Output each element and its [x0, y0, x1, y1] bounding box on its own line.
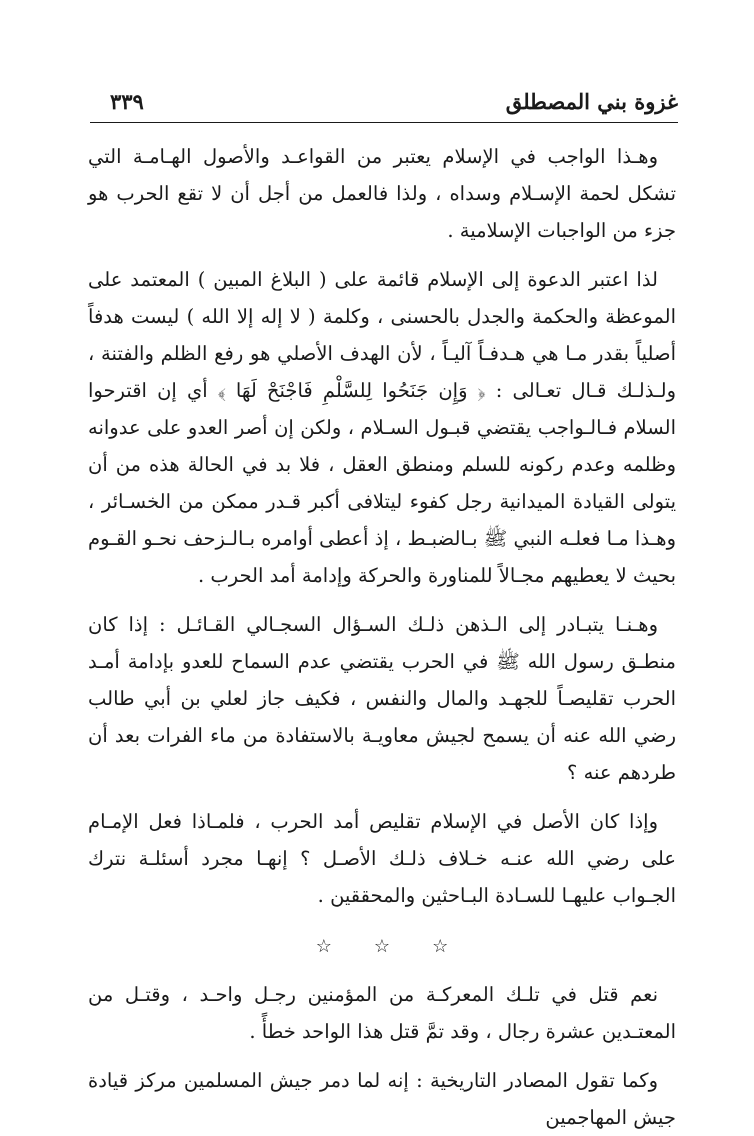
- page-body: [88, 138, 676, 1136]
- section-separator: [88, 932, 676, 962]
- paragraph: نعم قتل في تلـك المعركـة من المؤمنين رجـل واحـد ، وقتـل من المعتـدين عشرة رجال ، وقد تمَّ قتل هذا الواحد خطأً .: [88, 983, 676, 1043]
- running-title: غزوة بني المصطلق: [505, 89, 678, 114]
- star-icon: ☆: [373, 936, 391, 957]
- star-icon: ☆: [315, 936, 332, 957]
- paragraph: وهـنـا يتبـادر إلى الـذهن ذلـك السـؤال السجـالي القـائـل : إذا كان منطـق رسول الله ﷺ في الحرب يقتضي عدم السماح للعدو بإدامة أمـد الحرب تقليصـاً للجهـد والمال والنفس ، فكيف جاز لعلي بن أبي طالب رضي الله عنه أن يسمح لجيش معاويـة بالاستفادة من ماء الفرات بعد أن طردهم عنه ؟: [88, 613, 676, 784]
- paragraph: وإذا كان الأصل في الإسلام تقليص أمد الحرب ، فلمـاذا فعل الإمـام على رضي الله عنـه خـلاف ذلـك الأصـل ؟ إنهـا مجرد أسئلـة نترك الجـواب عليهـا للسـادة البـاحثين والمحققين .: [88, 810, 676, 907]
- paragraph: لذا اعتبر الدعوة إلى الإسلام قائمة على ( البلاغ المبين ) المعتمد على الموعظة والحكمة والجدل بالحسنى ، وكلمة ( لا إله إلا الله ) ليست هدفاً أصلياً بقدر مـا هي هـدفـاً آليـاً ، لأن الهدف الأصلي هو رفع الظلم والفتنة ، ولـذلـك قـال تعـالى : ﴿ وَإِن جَنَحُوا لِلسَّلْمِ فَاجْنَحْ لَهَا ﴾ أي إن اقترحوا السلام فـالـواجب يقتضي قبـول السـلام ، ولكن إن أصر العدو على عدوانه وظلمه وعدم ركونه للسلم ومنطق العقل ، فلا بد في الحالة هذه من أن يتولى القيادة الميدانية رجل كفوء ليتلافى أكبر قـدر ممكن من الخسـائر ، وهـذا مـا فعلـه النبي ﷺ بـالضبـط ، إذ أعطى أوامره بـالـزحف نحـو القـوم بحيث لا يعطيهم مجـالاً للمناورة والحركة وإدامة أمد الحرب .: [88, 268, 676, 587]
- header-rule: [90, 122, 678, 123]
- star-icon: ☆: [432, 936, 449, 957]
- paragraph: وهـذا الواجب في الإسلام يعتبر من القواعـد والأصول الهـامـة التي تشكل لحمة الإسـلام وسداه ، ولذا فالعمل من أجل أن لا تقع الحرب هو جزء من الواجبات الإسلامية .: [88, 145, 676, 242]
- paragraph: وكما تقول المصادر التاريخية : إنه لما دمر جيش المسلمين مركز قيادة جيش المهاجمين: [88, 1069, 676, 1129]
- page-header: [90, 84, 678, 120]
- page-number: ٣٣٩: [110, 89, 144, 114]
